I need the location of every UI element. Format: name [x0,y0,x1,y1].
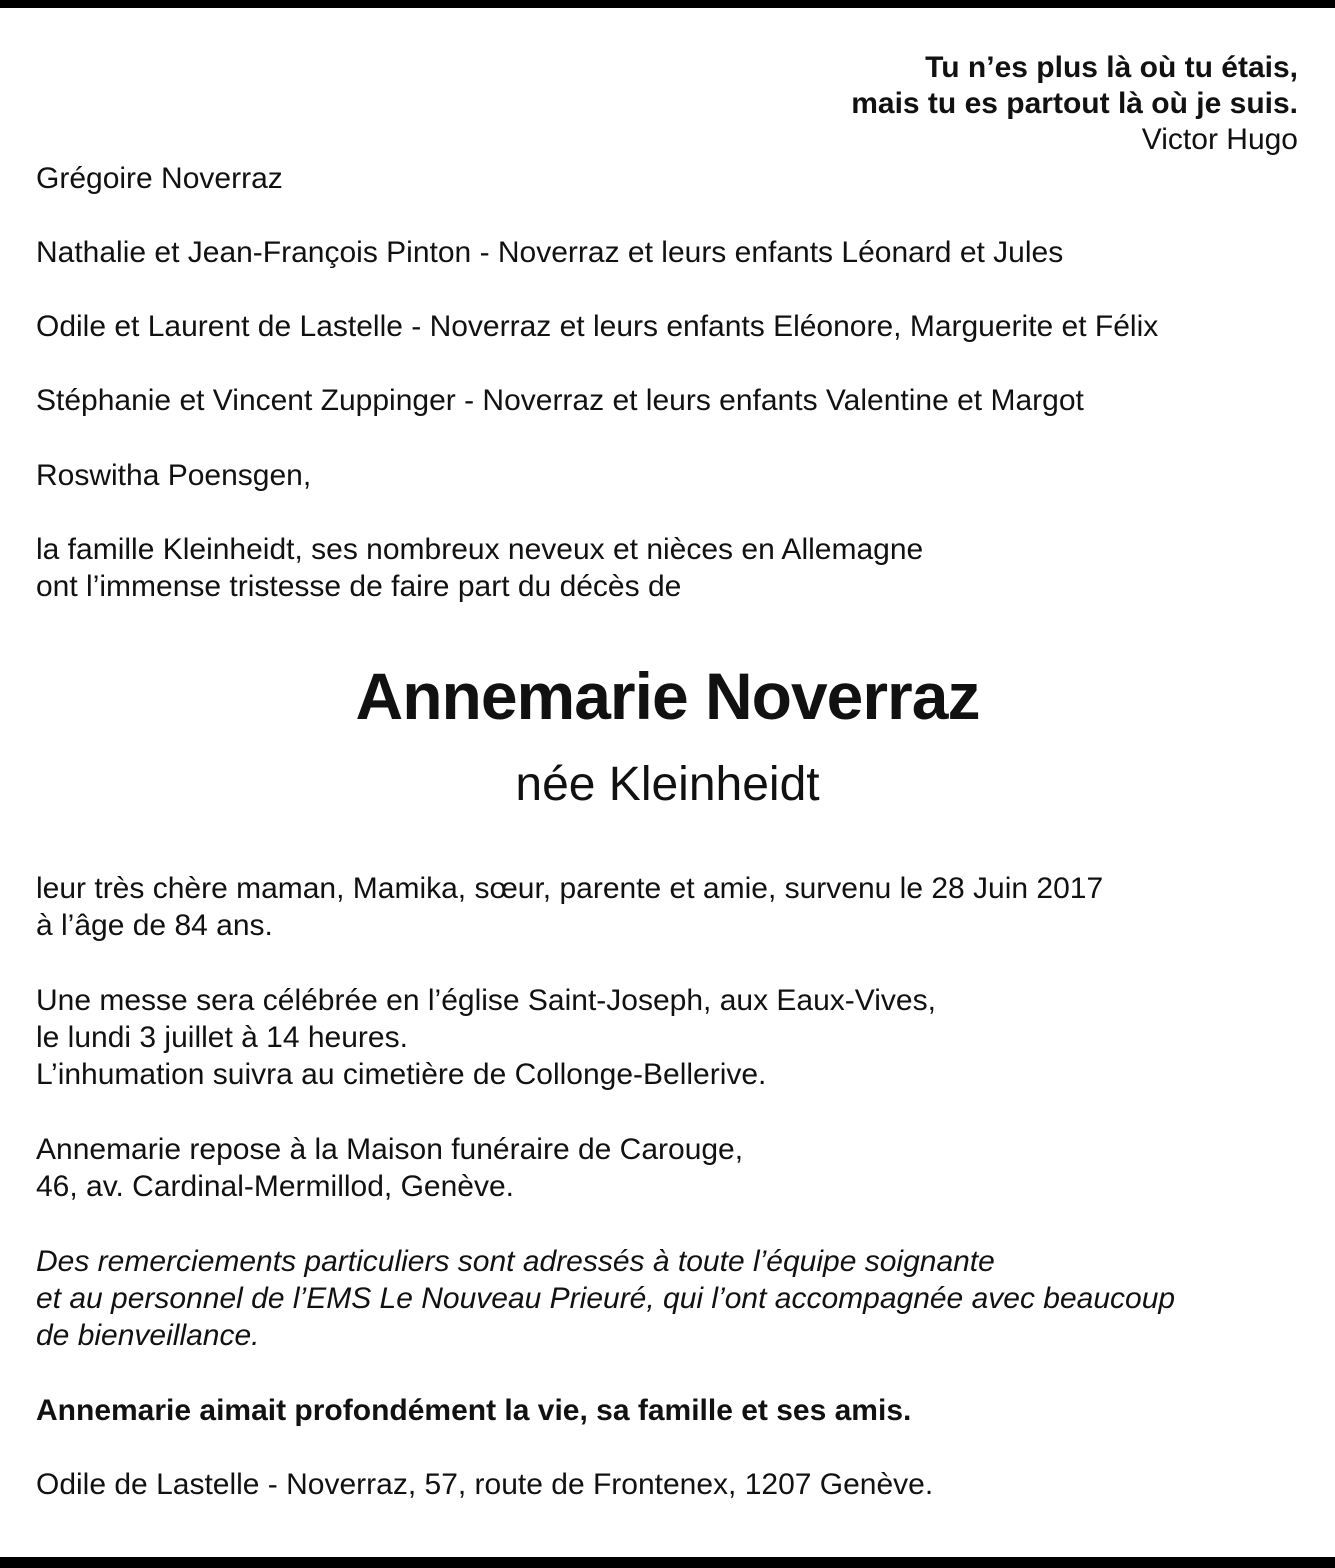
contact-address: Odile de Lastelle - Noverraz, 57, route de Frontenex, 1207 Genève. [36,1468,934,1501]
epigraph [851,50,1298,158]
mass-line-2: le lundi 3 juillet à 14 heures. [36,1021,408,1054]
family-line-pinton: Nathalie et Jean-François Pinton - Noverraz et leurs enfants Léonard et Jules [36,236,1064,269]
thanks-line-2: et au personnel de l’EMS Le Nouveau Prieuré, qui l’ont accompagnée avec beaucoup [36,1282,1176,1315]
family-line-zuppinger: Stéphanie et Vincent Zuppinger - Noverraz et leurs enfants Valentine et Margot [36,384,1084,417]
family-line-gregoire: Grégoire Noverraz [36,162,283,195]
rest-line-2: 46, av. Cardinal-Mermillod, Genève. [36,1170,514,1203]
family-line-kleinheidt: la famille Kleinheidt, ses nombreux neveux et nièces en Allemagne [36,533,924,566]
top-rule [0,0,1335,8]
mass-line-1: Une messe sera célébrée en l’église Saint-Joseph, aux Eaux-Vives, [36,984,936,1017]
epigraph-author: Victor Hugo [1141,123,1298,156]
epigraph-line-2: mais tu es partout là où je suis. [851,87,1298,120]
announcement-line: ont l’immense tristesse de faire part du décès de [36,570,682,603]
deceased-name: Annemarie Noverraz [355,659,980,733]
burial-line: L’inhumation suivra au cimetière de Collonge-Bellerive. [36,1058,767,1091]
family-line-lastelle: Odile et Laurent de Lastelle - Noverraz et leurs enfants Eléonore, Marguerite et Félix [36,310,1159,343]
thanks-line-1: Des remerciements particuliers sont adressés à toute l’équipe soignante [36,1245,995,1278]
family-line-poensgen: Roswitha Poensgen, [36,459,312,492]
body-p1-line-2: à l’âge de 84 ans. [36,909,273,942]
deceased-maiden-name: née Kleinheidt [515,758,820,811]
closing-statement: Annemarie aimait profondément la vie, sa famille et ses amis. [36,1394,912,1427]
body-p1-line-1: leur très chère maman, Mamika, sœur, parente et amie, survenu le 28 Juin 2017 [36,872,1104,905]
rest-line-1: Annemarie repose à la Maison funéraire de Carouge, [36,1133,744,1166]
bottom-rule [0,1557,1335,1568]
epigraph-line-1: Tu n’es plus là où tu étais, [925,51,1298,84]
thanks-line-3: de bienveillance. [36,1319,260,1352]
